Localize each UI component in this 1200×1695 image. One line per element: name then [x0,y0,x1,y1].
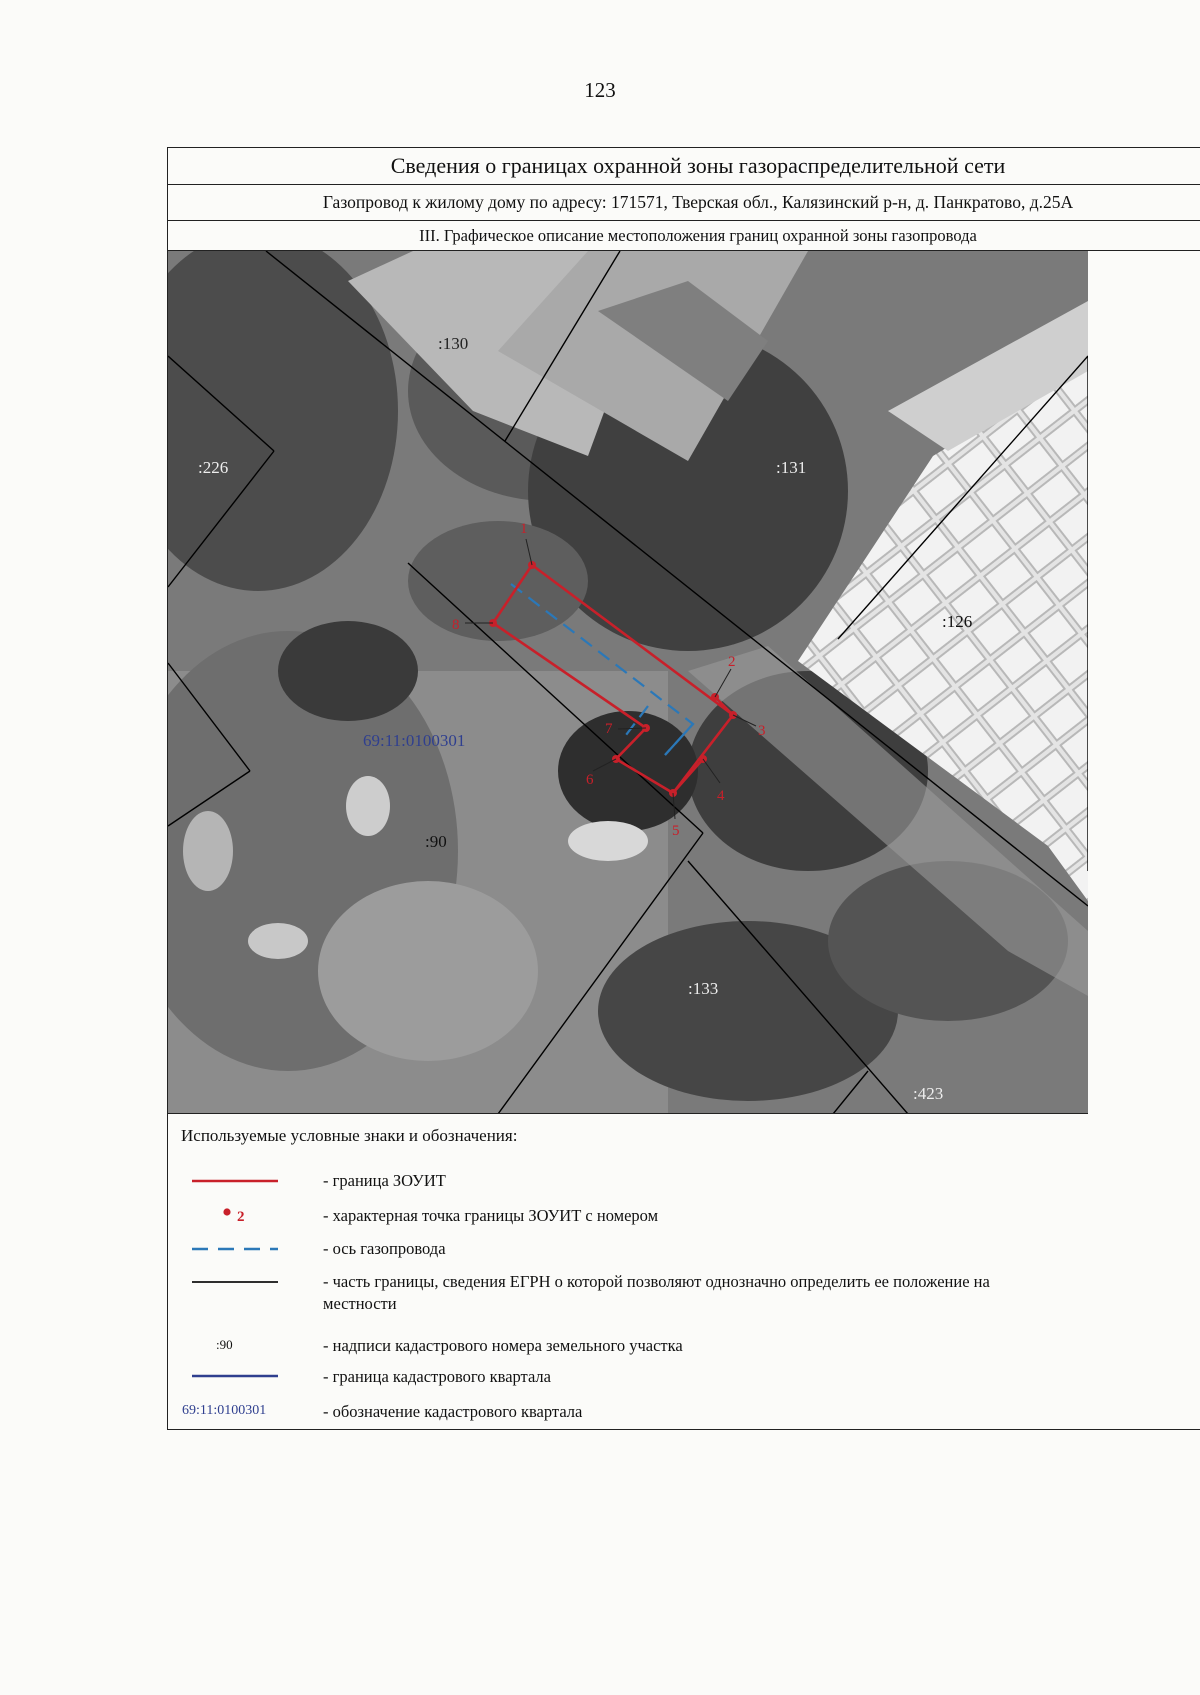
red-point-icon [182,1202,278,1230]
legend-title: Используемые условные знаки и обозначения: [181,1126,518,1145]
legend-text: - граница ЗОУИТ [323,1171,446,1190]
point-number-8: 8 [452,617,460,633]
section-title: III. Графическое описание местоположения границ охранной зоны газопровода [168,221,1200,251]
parcel-label-131: :131 [776,458,807,477]
quarter-label: 69:11:0100301 [363,731,466,750]
parcel-label-sample: :90 [216,1337,233,1352]
legend-text: - часть границы, сведения ЕГРН о которой позволяют однозначно определить ее положение на местности [323,1272,990,1313]
parcel-label-90: :90 [425,832,447,851]
legend-text: - граница кадастрового квартала [323,1367,551,1386]
parcel-label-133: :133 [688,979,719,998]
legend-text: - характерная точка границы ЗОУИТ с номером [323,1206,659,1225]
parcel-label-126: :126 [942,612,973,631]
navy-line-icon [182,1366,278,1394]
page-number: 123 [584,78,616,102]
point-number-5: 5 [672,823,680,839]
aerial-map [168,251,1088,1114]
quarter-label-sample: 69:11:0100301 [182,1403,267,1418]
legend-text: - обозначение кадастрового квартала [323,1402,583,1421]
quarter-label-symbol [182,1399,278,1427]
legend-text: - надписи кадастрового номера земельного участка [323,1336,683,1355]
point-number-4: 4 [717,788,725,804]
black-line-icon [182,1268,278,1296]
document-title: Сведения о границах охранной зоны газораспределительной сети [168,148,1200,185]
red-line-icon [182,1167,278,1195]
object-description: Газопровод к жилому дому по адресу: 171571, Тверская обл., Калязинский р-н, д. Панкратово, д.25А [168,185,1200,221]
map-canvas [168,251,1088,1114]
parcel-label-423: :423 [913,1084,944,1103]
point-number-3: 3 [758,723,766,739]
point-number-7: 7 [605,721,613,737]
legend-text: - ось газопровода [323,1239,446,1258]
legend-point-number: 2 [237,1209,245,1225]
point-number-2: 2 [728,654,736,670]
point-number-6: 6 [586,772,594,788]
aerial-imagery [168,251,1088,1114]
document-frame [167,147,1200,1430]
point-number-1: 1 [520,521,528,537]
parcel-label-130: :130 [438,334,469,353]
parcel-label-226: :226 [198,458,229,477]
blue-dashed-line-icon [182,1235,278,1263]
parcel-label-symbol [182,1333,278,1361]
